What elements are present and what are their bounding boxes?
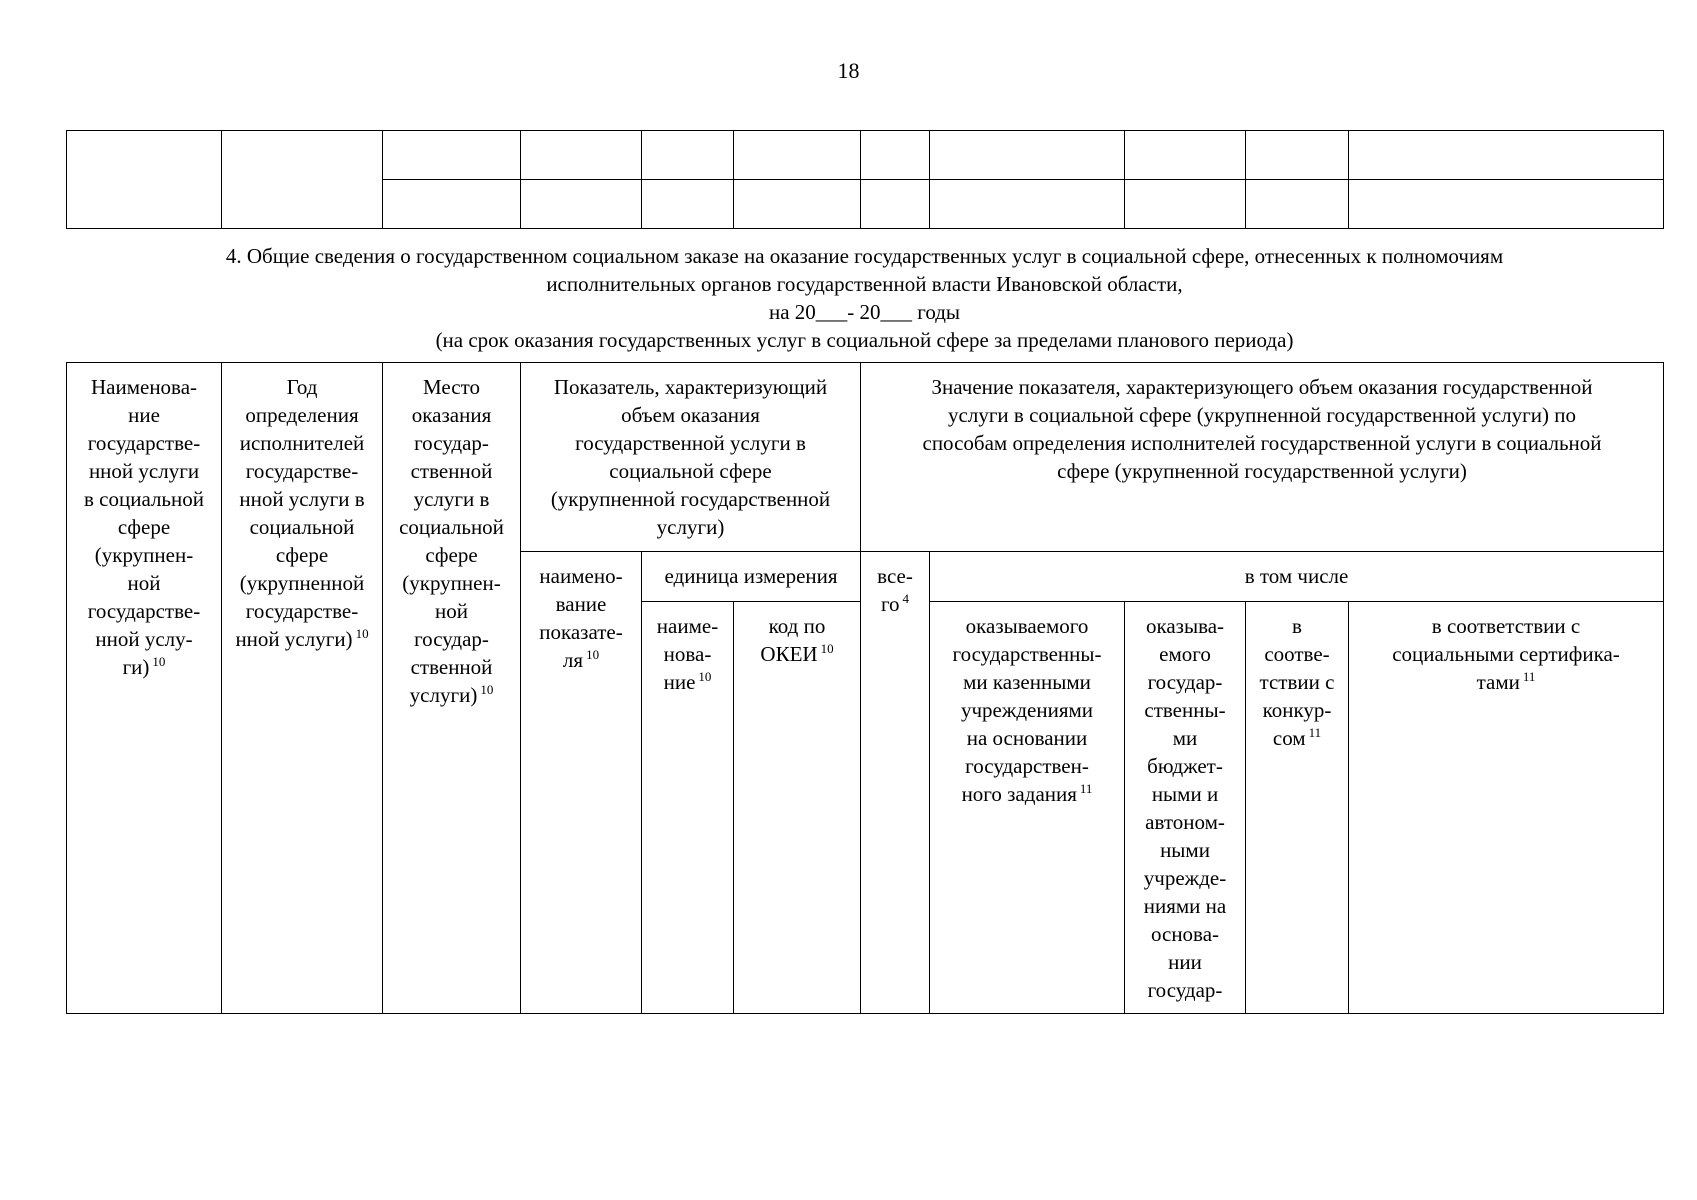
header-text-body: Место оказания государ- ственной услуги в социальной сфере (укрупнен- ной государ- ственной услуги) [399,375,504,707]
table-cell [1125,131,1246,180]
table-cell [222,131,383,229]
header-including [930,552,1664,602]
header-text: Значение показателя, характеризующего объем оказания государственной услуги в социальной сфере (укрупненной государственной услуги) по способам определения исполнителей государственной услуги в социальной сфере (укрупненной государственной услуги) [922,375,1602,483]
header-text-body: Наименова- ние государстве- нной услуги в социальной сфере (укрупнен- ной государстве- нной услу- ги) [83,375,204,679]
header-text [930,612,1124,808]
page-number: 18 [837,58,860,83]
header-unit-code [734,602,861,1014]
header-by-competition [1246,602,1349,1014]
header-text-body: в соотве- тствии с конкур- сом [1259,614,1335,750]
table-cell [383,180,521,229]
header-indicator-group [521,363,861,552]
header-text-body: код по ОКЕИ [760,614,826,666]
header-text [222,373,382,653]
section-heading-line: исполнительных органов государственной власти Ивановской области, [546,272,1183,296]
footnote-ref: 10 [480,682,494,697]
header-text-body: наиме- нова- ние [656,614,719,694]
header-indicator-name [521,552,642,1014]
continuation-table [66,130,1664,229]
footnote-ref: 11 [1522,669,1536,684]
table-cell [521,180,642,229]
header-budget-institutions [1125,602,1246,1014]
table-cell [383,131,521,180]
footnote-ref: 10 [698,669,712,684]
social-order-table [66,362,1664,1014]
header-text [67,373,221,681]
table-cell [1246,180,1349,229]
header-place [383,363,521,1014]
section-heading-line: (на срок оказания государственных услуг в социальной сфере за пределами планового периода) [435,328,1294,352]
header-text-body: оказываемого государственны- ми казенными учреждениями на основании государствен- ного задания [952,614,1102,806]
table-cell [521,131,642,180]
header-text: оказыва- емого государ- ственны- ми бюджет- ными и автоном- ными учрежде- ниями на основа- нии государ- [1143,614,1227,1002]
section-heading-line: на 20___- 20___ годы [768,300,961,324]
table-cell [734,131,861,180]
footnote-ref: 10 [586,647,600,662]
table-cell [1246,131,1349,180]
header-text [383,373,520,709]
footnote-ref: 11 [1308,725,1322,740]
table-cell [734,180,861,229]
table-cell [1349,131,1664,180]
table-cell [1349,180,1664,229]
header-text: в том числе [1244,564,1349,588]
header-text [861,562,929,618]
footnote-ref: 10 [355,626,369,641]
section-heading [66,242,1663,354]
table-cell [642,131,734,180]
header-unit-name [642,602,734,1014]
header-service-name [67,363,222,1014]
header-text [642,612,733,696]
header-text-body: все- го [877,564,913,616]
header-text [1246,612,1348,752]
header-text [734,612,860,668]
header-state-institutions [930,602,1125,1014]
footnote-ref: 11 [1079,781,1093,796]
header-text-body: Год определения исполнителей государстве- нной услуги в социальной сфере (укрупненной государстве- нной услуги) [235,375,365,651]
table-cell [930,180,1125,229]
table-cell [930,131,1125,180]
footnote-ref: 10 [152,654,166,669]
table-cell [861,131,930,180]
footnote-ref: 10 [820,641,834,656]
header-text-body: наимено- вание показате- ля [539,564,623,672]
footnote-ref: 4 [902,591,910,606]
table-cell [67,131,222,229]
table-cell [861,180,930,229]
header-total [861,552,930,1014]
table-cell [642,180,734,229]
header-year [222,363,383,1014]
header-text [521,562,641,674]
table-cell [1125,180,1246,229]
header-value-group [861,363,1664,552]
header-unit-group [642,552,861,602]
section-heading-line: 4. Общие сведения о государственном социальном заказе на оказание государственных услуг в социальной сфере, отнесенных к полномочиям [225,244,1504,268]
header-text: единица измерения [664,564,838,588]
header-text [1349,612,1663,696]
header-text-body: в соответствии с социальными сертифика- тами [1392,614,1620,694]
header-social-certificates [1349,602,1664,1014]
header-text: Показатель, характеризующий объем оказания государственной услуги в социальной сфере (укрупненной государственной услуги) [550,375,831,539]
